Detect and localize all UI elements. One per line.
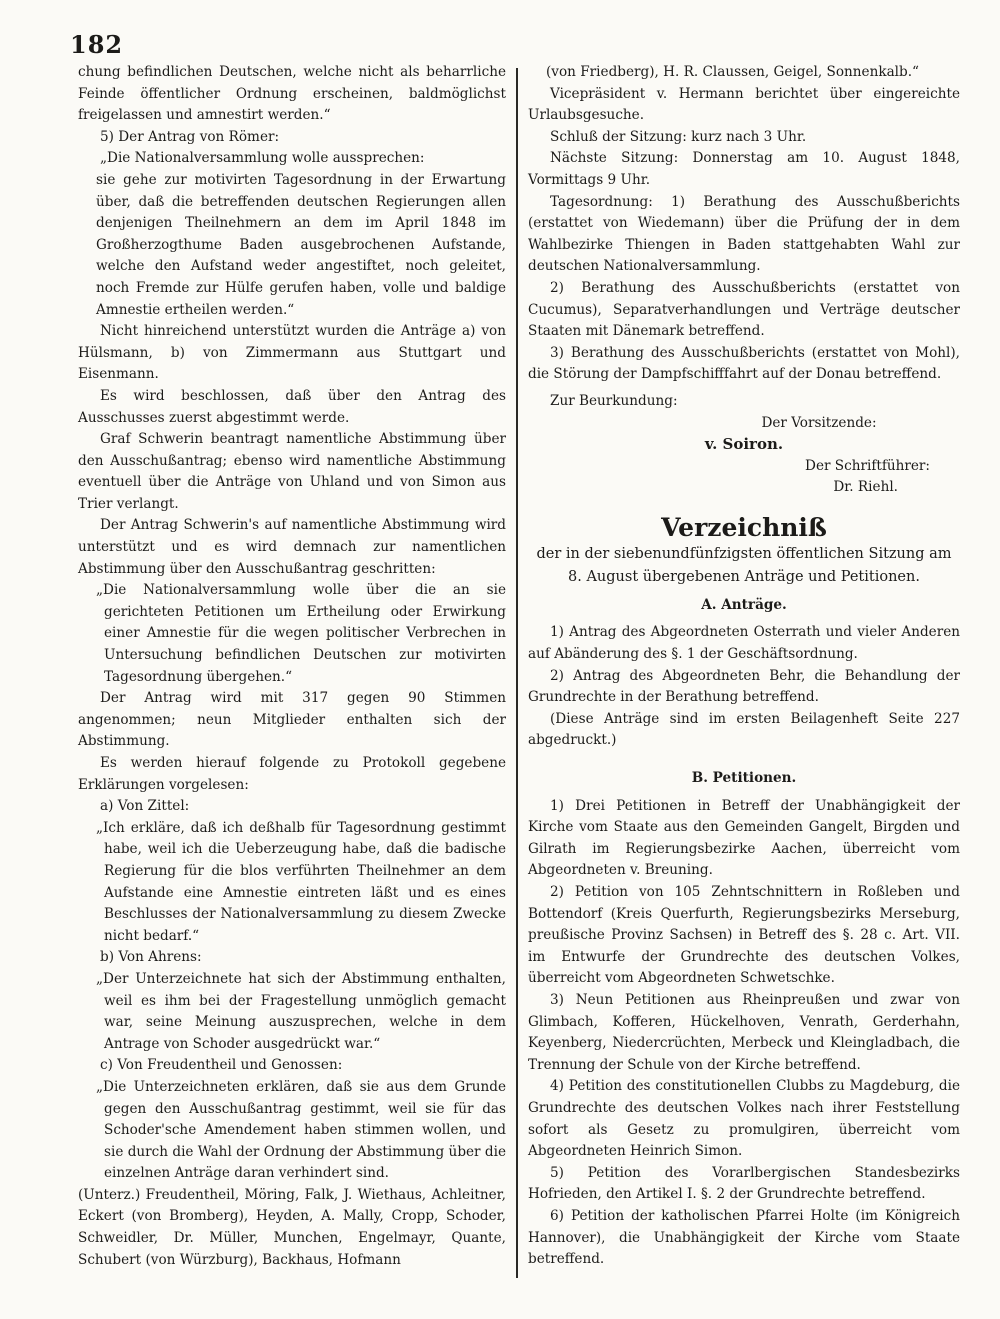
column-divider — [516, 68, 518, 1278]
secretary-name: Dr. Riehl. — [833, 479, 898, 496]
right-paragraph: Schluß der Sitzung: kurz nach 3 Uhr. — [550, 128, 807, 145]
left-quote: „Der Unterzeichnete hat sich der Abstimmung enthalten, weil es ihm bei der Fragestellung unmöglich gemacht war, seine Meinung auszusprechen, welche in dem Antrage von Schoder ausgedrückt war.“ — [96, 970, 506, 1052]
left-paragraph: 5) Der Antrag von Römer: — [100, 128, 280, 145]
chairman-name: v. Soiron. — [704, 435, 784, 454]
register-item: 5) Petition des Vorarlbergischen Standesbezirks Hofrieden, den Artikel I. §. 2 der Grundrechte betreffend. — [528, 1164, 960, 1203]
left-paragraph: Der Antrag Schwerin's auf namentliche Abstimmung wird unterstützt und es wird demnach zur namentlichen Abstimmung über den Ausschußantrag geschritten: — [78, 517, 506, 577]
left-quote: „Ich erkläre, daß ich deßhalb für Tagesordnung gestimmt habe, weil ich die Ueberzeugung habe, daß die badische Regierung für die blos verführten Theilnehmer an dem Aufstande eine Amnestie eintreten läßt und es eines Beschlusses der Nationalversammlung zu diesem Zwecke nicht bedarf.“ — [96, 819, 506, 944]
left-paragraph: b) Von Ahrens: — [100, 949, 202, 966]
left-paragraph: „Die Nationalversammlung wolle aussprechen: — [100, 150, 425, 167]
left-signatories: (Unterz.) Freudentheil, Möring, Falk, J. Wiethaus, Achleitner, Eckert (von Bromberg), Heyden, A. Mally, Cropp, Schoder, Schweidler, Dr. Müller, Munchen, Engelmayr, Quante, Schubert (von Würzburg), Backhaus, Hofmann — [78, 1186, 506, 1268]
right-paragraph: Vicepräsident v. Hermann berichtet über eingereichte Urlaubsgesuche. — [528, 85, 960, 124]
register-item: 4) Petition des constitutionellen Clubbs zu Magdeburg, die Grundrechte des deutschen Volkes nach ihrer Feststellung sofort als Gesetz zu promulgiren, überreicht vom Abgeordneten Heinrich Simon. — [528, 1078, 960, 1160]
left-paragraph: a) Von Zittel: — [100, 798, 190, 815]
left-paragraph: Es wird beschlossen, daß über den Antrag des Ausschusses zuerst abgestimmt werde. — [78, 387, 506, 426]
left-paragraph: chung befindlichen Deutschen, welche nicht als beharrliche Feinde öffentlicher Ordnung erscheinen, baldmöglichst freigelassen und amnestirt werden.“ — [78, 64, 506, 124]
right-paragraph: 3) Berathung des Ausschußberichts (erstattet von Mohl), die Störung der Dampfschifffahrt auf der Donau betreffend. — [528, 344, 960, 383]
left-quote: „Die Nationalversammlung wolle über die an sie gerichteten Petitionen um Ertheilung oder Erwirkung einer Amnestie für die wegen politischer Verbrechen in Untersuchung befindlichen Deutschen zur motivirten Tagesordnung übergehen.“ — [96, 582, 506, 685]
right-paragraph: Zur Beurkundung: — [550, 392, 678, 409]
register-heading: Verzeichniß — [661, 512, 827, 542]
register-item: 1) Antrag des Abgeordneten Osterrath und vieler Anderen auf Abänderung des §. 1 der Geschäftsordnung. — [528, 624, 960, 663]
page-number: 182 — [70, 30, 124, 59]
right-column — [528, 62, 960, 1271]
register-subheading: der in der siebenundfünfzigsten öffentlichen Sitzung am 8. August übergebenen Anträge und Petitionen. — [536, 545, 952, 585]
chairman-label: Der Vorsitzende: — [761, 414, 877, 431]
right-paragraph: (von Friedberg), H. R. Claussen, Geigel, Sonnenkalb.“ — [546, 64, 919, 80]
register-item: 3) Neun Petitionen aus Rheinpreußen und zwar von Glimbach, Kofferen, Hückelhoven, Venrath, Gerderhahn, Keyenberg, Niedercrüchten, Merbeck und Kleingladbach, die Trennung der Schule von der Kirche betreffend. — [528, 991, 960, 1073]
left-paragraph: Nicht hinreichend unterstützt wurden die Anträge a) von Hülsmann, b) von Zimmermann aus Stuttgart und Eisenmann. — [78, 323, 506, 383]
left-quote: sie gehe zur motivirten Tagesordnung in der Erwartung über, daß die betreffenden deutschen Regierungen allen denjenigen Theilnehmern an dem im April 1848 im Großherzogthume Baden ausgebrochenen Aufstande, welche den Aufstand weder angestiftet, noch geleitet, noch Fremde zur Hülfe gerufen haben, volle und baldige Amnestie ertheilen werden.“ — [96, 171, 506, 318]
left-paragraph: Graf Schwerin beantragt namentliche Abstimmung über den Ausschußantrag; ebenso wird namentliche Abstimmung eventuell über die Anträge von Uhland und von Simon aus Trier verlangt. — [78, 431, 506, 512]
section-heading-antraege: A. Anträge. — [701, 596, 787, 613]
right-paragraph: Nächste Sitzung: Donnerstag am 10. August 1848, Vormittags 9 Uhr. — [528, 150, 960, 188]
left-paragraph: c) Von Freudentheil und Genossen: — [100, 1057, 343, 1074]
register-item: 6) Petition der katholischen Pfarrei Holte (im Königreich Hannover), die Unabhängigkeit der Kirche vom Staate betreffend. — [528, 1207, 960, 1268]
left-quote: „Die Unterzeichneten erklären, daß sie aus dem Grunde gegen den Ausschußantrag gestimmt, weil sie für das Schoder'sche Amendement haben stimmen wollen, und sie durch die Wahl der Ordnung der Abstimmung über die einzelnen Anträge daran verhindert sind. — [96, 1078, 506, 1182]
register-item: 2) Petition von 105 Zehntschnittern in Roßleben und Bottendorf (Kreis Querfurth, Regierungsbezirks Merseburg, preußische Provinz Sachsen) in Betreff des §. 28 c. Art. VII. im Entwurfe der Grundrechte des deutschen Volkes, überreicht vom Abgeordneten Schwetschke. — [528, 884, 960, 987]
secretary-label: Der Schriftführer: — [805, 457, 930, 474]
right-paragraph: Tagesordnung: 1) Berathung des Ausschußberichts (erstattet von Wiedemann) über die Prüfung der in dem Wahlbezirke Thiengen in Baden stattgehabten Wahl zur deutschen Nationalversammlung. — [528, 193, 960, 275]
section-heading-petitionen: B. Petitionen. — [691, 770, 797, 787]
left-paragraph: Es werden hierauf folgende zu Protokoll gegebene Erklärungen vorgelesen: — [78, 755, 506, 793]
left-column — [78, 62, 506, 1271]
register-item: 2) Antrag des Abgeordneten Behr, die Behandlung der Grundrechte in der Berathung betreffend. — [528, 667, 960, 706]
register-note: (Diese Anträge sind im ersten Beilagenheft Seite 227 abgedruckt.) — [528, 710, 960, 749]
register-item: 1) Drei Petitionen in Betreff der Unabhängigkeit der Kirche vom Staate aus den Gemeinden Gangelt, Birgden und Gilrath im Regierungsbezirke Aachen, überreicht vom Abgeordneten v. Breuning. — [528, 797, 960, 879]
right-paragraph: 2) Berathung des Ausschußberichts (erstattet von Cucumus), Separatverhandlungen und Verträge deutscher Staaten mit Dänemark betreffend. — [528, 279, 960, 340]
left-paragraph: Der Antrag wird mit 317 gegen 90 Stimmen angenommen; neun Mitglieder enthalten sich der Abstimmung. — [78, 690, 506, 750]
